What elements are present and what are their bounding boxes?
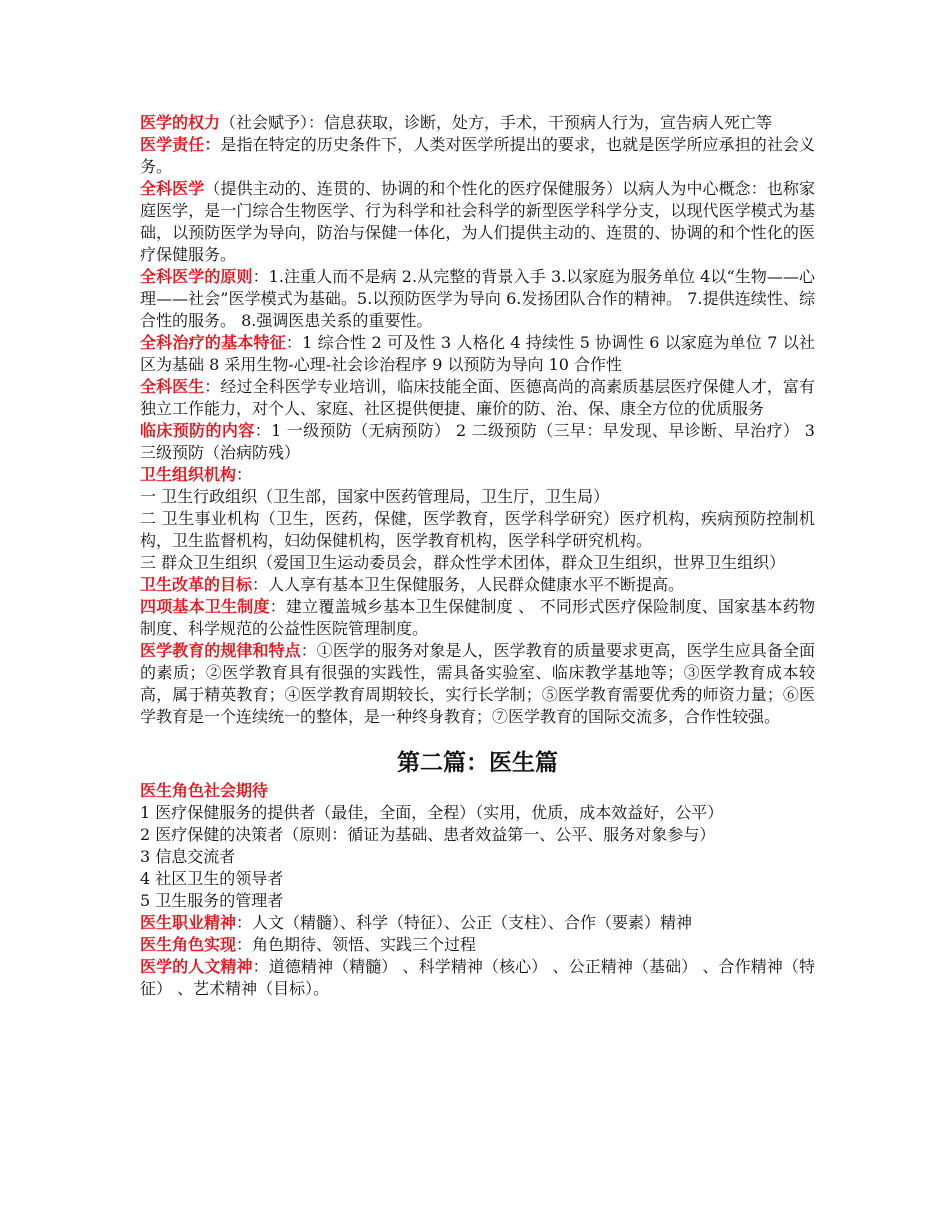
paragraph-text: ：道德精神（精髓） 、科学精神（核心） 、公正精神（基础） 、合作精神（特征） 、艺术精神（目标）。	[140, 957, 815, 998]
paragraph-org-institutions	[140, 508, 815, 552]
paragraph-text: 1 医疗保健服务的提供者（最佳，全面，全程）（实用，优质，成本效益好，公平）	[140, 803, 724, 822]
list-item	[140, 868, 815, 890]
paragraph-medical-power	[140, 112, 815, 134]
paragraph-text: ：1.注重人而不是病 2.从完整的背景入手 3.以家庭为服务单位 4以“生物——心理——社会”医学模式为基础。5.以预防医学为导向 6.发扬团队合作的精神。 7.提供连续性、综合性的服务。 8.强调医患关系的重要性。	[140, 267, 815, 330]
paragraph-text: ：1 一级预防（无病预防） 2 二级预防（三早：早发现、早诊断、早治疗） 3 三级预防（治病防残）	[140, 421, 815, 462]
term-label: 医学的人文精神	[140, 957, 253, 976]
list-item	[140, 824, 815, 846]
paragraph-text: ：建立覆盖城乡基本卫生保健制度 、 不同形式医疗保险制度、国家基本药物制度、科学规范的公益性医院管理制度。	[140, 597, 815, 638]
term-label: 医学责任：	[140, 135, 221, 154]
paragraph-general-treatment-features	[140, 332, 815, 376]
paragraph-text: 一 卫生行政组织（卫生部，国家中医药管理局，卫生厅，卫生局）	[140, 487, 610, 506]
term-label: 全科医生	[140, 377, 205, 396]
paragraph-text: 是指在特定的历史条件下，人类对医学所提出的要求，也就是医学所应承担的社会义务。	[140, 135, 815, 176]
paragraph-role-realization	[140, 934, 815, 956]
paragraph-text: 三 群众卫生组织（爱国卫生运动委员会，群众性学术团体，群众卫生组织，世界卫生组织）	[140, 553, 786, 572]
paragraph-medical-responsibility	[140, 134, 815, 178]
term-label: 医生职业精神	[140, 913, 237, 932]
list-item	[140, 890, 815, 912]
paragraph-text: ：①医学的服务对象是人，医学教育的质量要求更高，医学生应具备全面的素质；②医学教育具有很强的实践性，需具备实验室、临床教学基地等；③医学教育成本较高，属于精英教育；④医学教育周期较长，实行长学制；⑤医学教育需要优秀的师资力量；⑥医学教育是一个连续统一的整体，是一种终身教育；⑦医学教育的国际交流多，合作性较强。	[140, 641, 815, 726]
term-label: 医生角色社会期待	[140, 781, 269, 800]
term-label: 卫生组织机构	[140, 465, 237, 484]
paragraph-medical-education	[140, 640, 815, 728]
list-item	[140, 802, 815, 824]
paragraph-text: 二 卫生事业机构（卫生，医药，保健，医学教育，医学科学研究）医疗机构，疾病预防控制机构，卫生监督机构，妇幼保健机构，医学教育机构，医学科学研究机构。	[140, 509, 815, 550]
paragraph-text: 4 社区卫生的领导者	[140, 869, 284, 888]
section-one	[140, 112, 815, 728]
term-label: 医生角色实现	[140, 935, 237, 954]
document-page	[140, 112, 815, 1000]
term-label: 医学的权力	[140, 113, 221, 132]
paragraph-org-admin	[140, 486, 815, 508]
term-label: 全科医学的原则	[140, 267, 253, 286]
paragraph-health-reform-goal	[140, 574, 815, 596]
paragraph-four-systems	[140, 596, 815, 640]
paragraph-text: ：人人享有基本卫生保健服务，人民群众健康水平不断提高。	[252, 575, 685, 594]
term-label: 四项基本卫生制度	[140, 597, 270, 616]
term-label: 全科治疗的基本特征	[140, 333, 286, 352]
paragraph-clinical-prevention	[140, 420, 815, 464]
term-label: 临床预防的内容	[140, 421, 255, 440]
paragraph-general-practitioner	[140, 376, 815, 420]
paragraph-professional-spirit	[140, 912, 815, 934]
section-two	[140, 780, 815, 1000]
term-label: 全科医学	[140, 179, 205, 198]
paragraph-text: 2 医疗保健的决策者（原则：循证为基础、患者效益第一、公平、服务对象参与）	[140, 825, 716, 844]
paragraph-text: ：	[236, 465, 253, 484]
paragraph-text: ：1 综合性 2 可及性 3 人格化 4 持续性 5 协调性 6 以家庭为单位 7 以社区为基础 8 采用生物-心理-社会诊治程序 9 以预防为导向 10 合作性	[140, 333, 815, 374]
paragraph-health-organizations	[140, 464, 815, 486]
section-heading: 第二篇：医生篇	[397, 750, 558, 776]
list-item	[140, 846, 815, 868]
paragraph-text: （社会赋予）：信息获取，诊断，处方，手术，干预病人行为，宣告病人死亡等	[220, 113, 773, 132]
paragraph-text: 3 信息交流者	[140, 847, 236, 866]
paragraph-org-mass	[140, 552, 815, 574]
paragraph-text: ：人文（精髓）、科学（特征）、公正（支柱）、合作（要素）精神	[236, 913, 693, 932]
paragraph-text: ：经过全科医学专业培训，临床技能全面、医德高尚的高素质基层医疗保健人才，富有独立工作能力，对个人、家庭、社区提供便捷、廉价的防、治、保、康全方位的优质服务	[140, 377, 815, 418]
paragraph-general-medicine-principles	[140, 266, 815, 332]
paragraph-humanistic-spirit	[140, 956, 815, 1000]
paragraph-general-medicine	[140, 178, 815, 266]
term-label: 卫生改革的目标	[140, 575, 253, 594]
paragraph-text: 5 卫生服务的管理者	[140, 891, 284, 910]
paragraph-text: ：角色期待、领悟、实践三个过程	[236, 935, 477, 954]
term-label: 医学教育的规律和特点	[140, 641, 301, 660]
paragraph-doctor-role-expectation	[140, 780, 815, 802]
paragraph-text: （提供主动的、连贯的、协调的和个性化的医疗保健服务）以病人为中心概念：也称家庭医学，是一门综合生物医学、行为科学和社会科学的新型医学科学分支，以现代医学模式为基础，以预防医学为导向，防治与保健一体化，为人们提供主动的、连贯的、协调的和个性化的医疗保健服务。	[140, 179, 815, 264]
